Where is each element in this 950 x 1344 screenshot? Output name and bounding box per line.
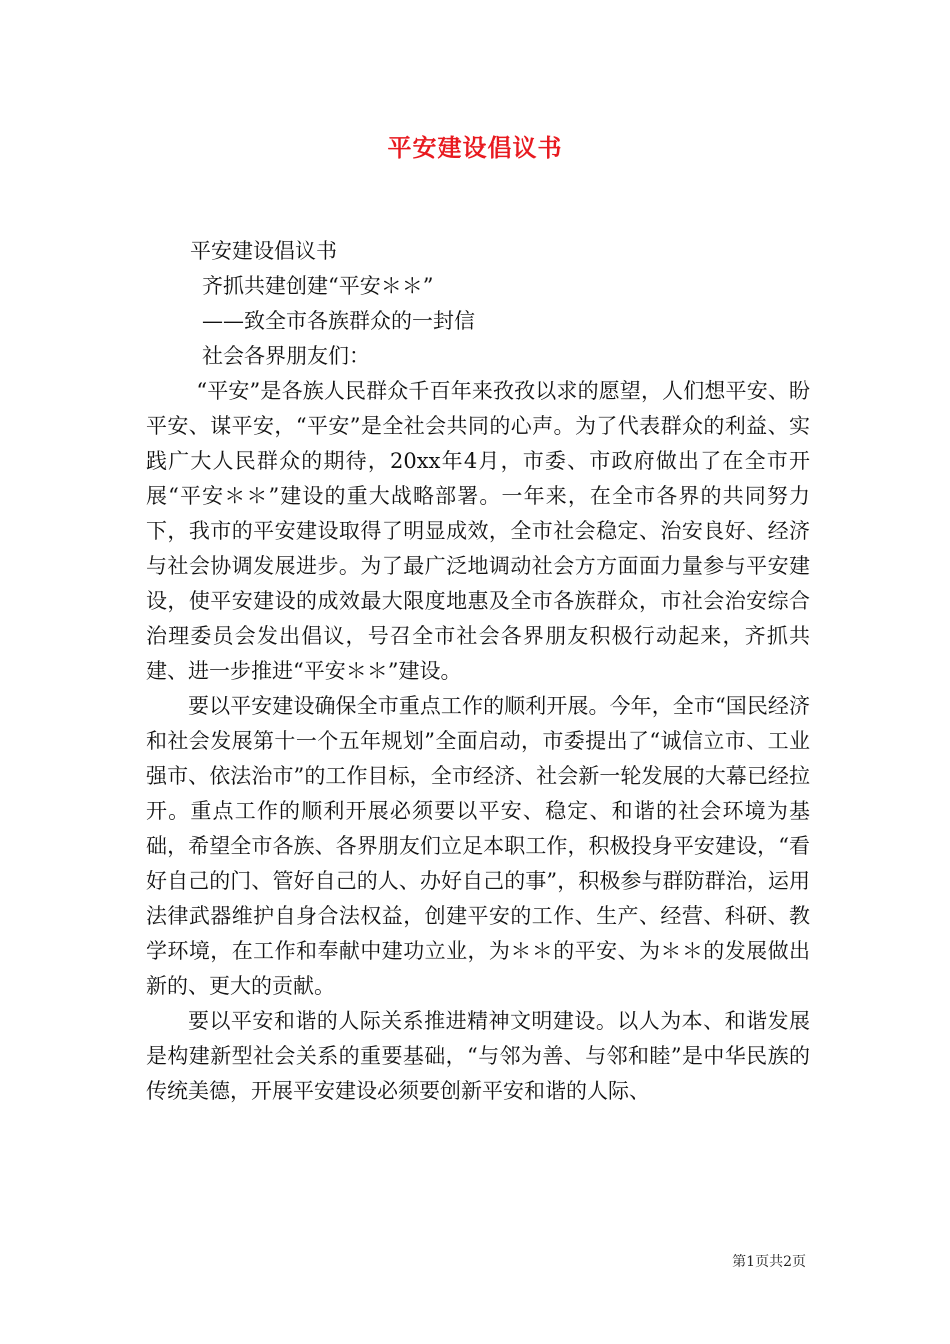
slogan-line: 齐抓共建创建“平安＊＊” (202, 274, 434, 298)
body-paragraph: 要以平安和谐的人际关系推进精神文明建设。以人为本、和谐发展是构建新型社会关系的重要基础，“与邻为善、与邻和睦”是中华民族的传统美德，开展平安建设必须要创新平安和谐的人际、 (146, 1009, 810, 1103)
body-paragraph: 要以平安建设确保全市重点工作的顺利开展。今年，全市“国民经济和社会发展第十一个五年规划”全面启动，市委提出了“诚信立市、工业强市、依法治市”的工作目标，全市经济、社会新一轮发展的大幕已经拉开。重点工作的顺利开展必须要以平安、稳定、和谐的社会环境为基础，希望全市各族、各界朋友们立足本职工作，积极投身平安建设，“看好自己的门、管好自己的人、办好自己的事”，积极参与群防群治，运用法律武器维护自身合法权益，创建平安的工作、生产、经营、科研、教学环境，在工作和奉献中建功立业，为＊＊的平安、为＊＊的发展做出新的、更大的贡献。 (146, 694, 810, 998)
page-number-footer: 第1页共2页 (732, 1254, 806, 1270)
document-body (146, 234, 810, 1109)
letter-subtitle-line: ——致全市各族群众的一封信 (202, 309, 475, 333)
subtitle-line: 平安建设倡议书 (190, 239, 337, 263)
page-title: 平安建设倡议书 (387, 133, 563, 162)
salutation-line: 社会各界朋友们： (202, 344, 370, 368)
body-paragraph: “平安”是各族人民群众千百年来孜孜以求的愿望，人们想平安、盼平安、谋平安，“平安”是全社会共同的心声。为了代表群众的利益、实践广大人民群众的期待，20xx年4月，市委、市政府做出了在全市开展“平安＊＊”建设的重大战略部署。一年来，在全市各界的共同努力下，我市的平安建设取得了明显成效，全市社会稳定、治安良好、经济与社会协调发展进步。为了最广泛地调动社会方方面面力量参与平安建设，使平安建设的成效最大限度地惠及全市各族群众，市社会治安综合治理委员会发出倡议，号召全市社会各界朋友积极行动起来，齐抓共建、进一步推进“平安＊＊”建设。 (146, 379, 810, 683)
